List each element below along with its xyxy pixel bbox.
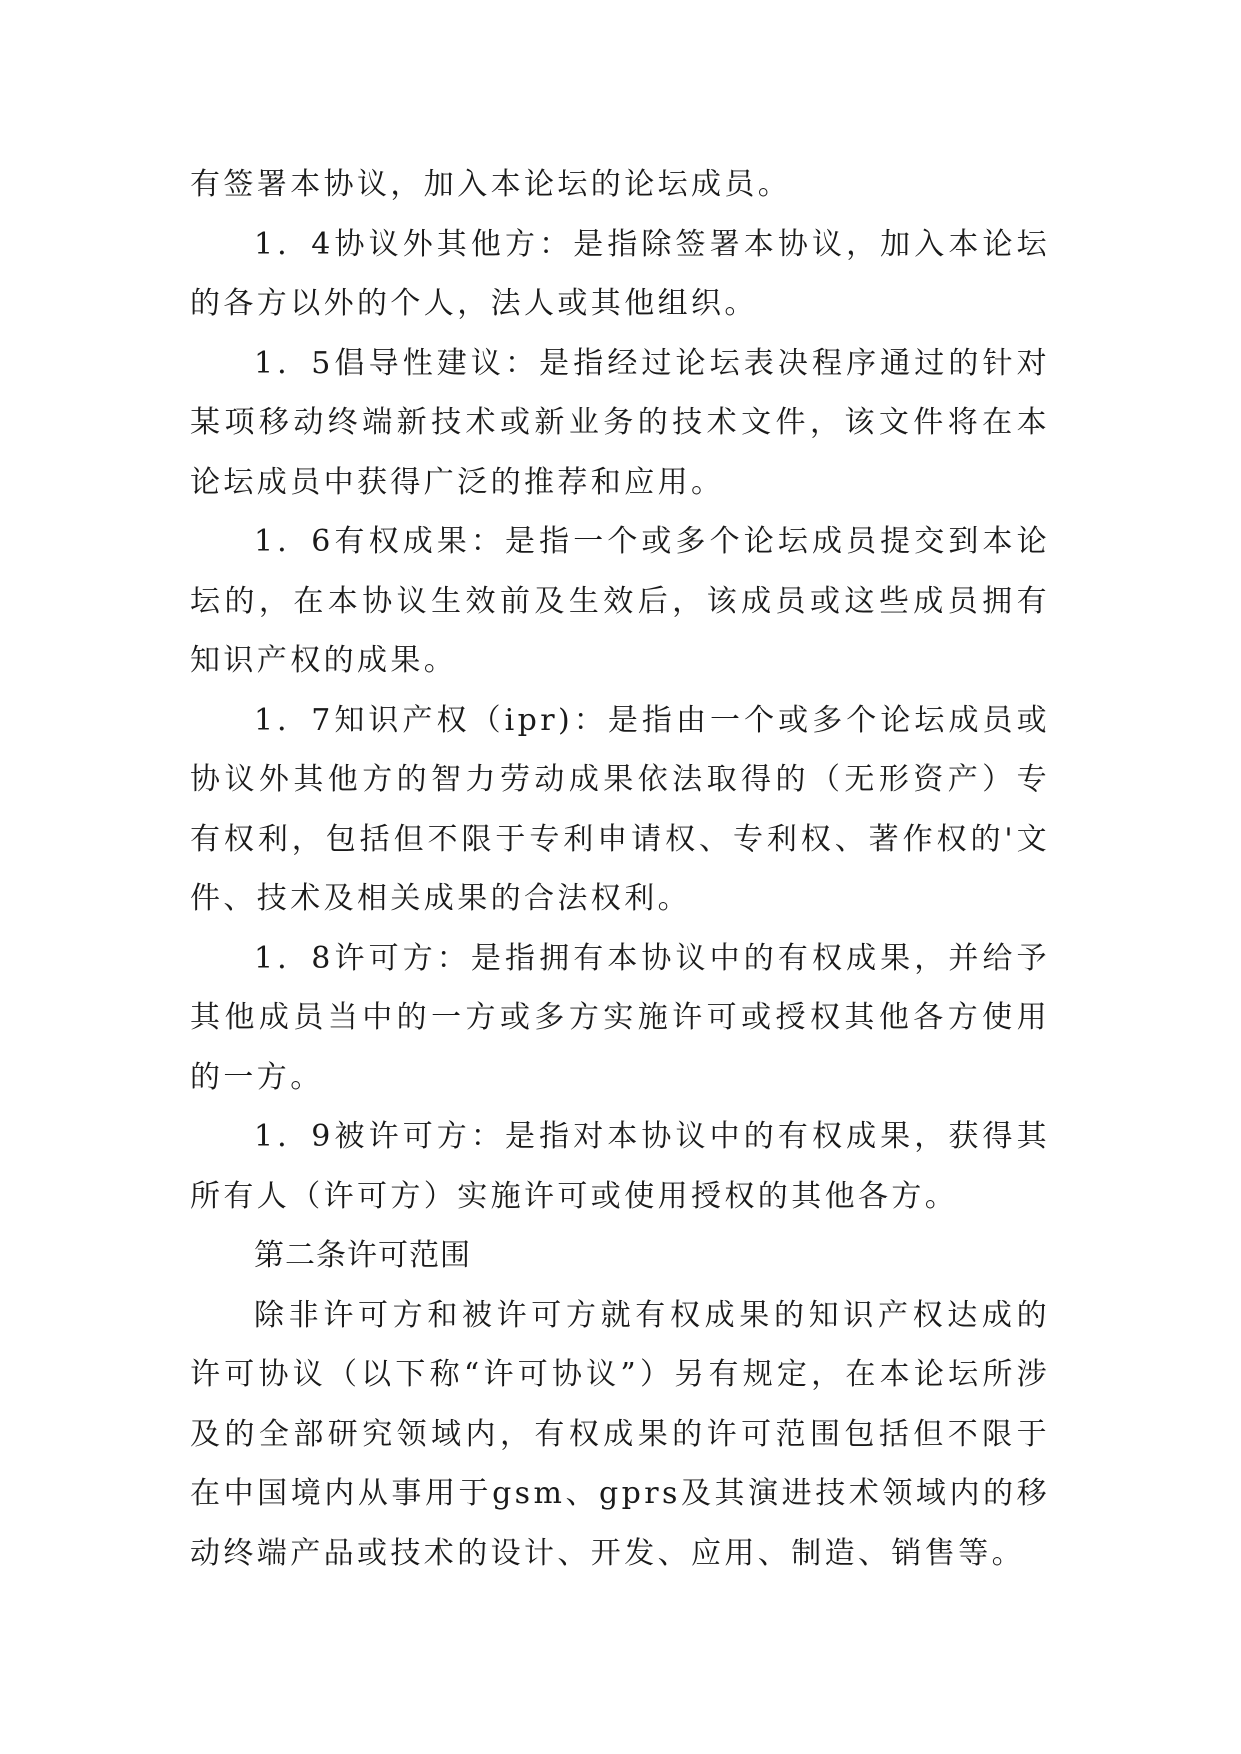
paragraph-1-8: 1．8许可方：是指拥有本协议中的有权成果，并给予其他成员当中的一方或多方实施许可或授权其他各方使用的一方。: [190, 940, 1050, 1095]
paragraph-1-5: 1．5倡导性建议：是指经过论坛表决程序通过的针对某项移动终端新技术或新业务的技术文件，该文件将在本论坛成员中获得广泛的推荐和应用。: [190, 345, 1050, 500]
document-page: [190, 155, 1050, 1583]
paragraph-1-7: 1．7知识产权（ipr)：是指由一个或多个论坛成员或协议外其他方的智力劳动成果依法取得的（无形资产）专有权利，包括但不限于专利申请权、专利权、著作权的'文件、技术及相关成果的合法权利。: [190, 702, 1050, 916]
paragraph-continuation: 有签署本协议，加入本论坛的论坛成员。: [190, 167, 792, 202]
section-heading: 第二条许可范围: [254, 1238, 471, 1273]
paragraph-1-9: 1．9被许可方：是指对本协议中的有权成果，获得其所有人（许可方）实施许可或使用授权的其他各方。: [190, 1119, 1050, 1214]
section-body: 除非许可方和被许可方就有权成果的知识产权达成的许可协议（以下称“许可协议”）另有规定，在本论坛所涉及的全部研究领域内，有权成果的许可范围包括但不限于在中国境内从事用于gsm、gprs及其演进技术领域内的移动终端产品或技术的设计、开发、应用、制造、销售等。: [190, 1297, 1050, 1571]
paragraph-1-4: 1．4协议外其他方：是指除签署本协议，加入本论坛的各方以外的个人，法人或其他组织。: [190, 226, 1050, 321]
paragraph-1-6: 1．6有权成果：是指一个或多个论坛成员提交到本论坛的，在本协议生效前及生效后，该成员或这些成员拥有知识产权的成果。: [190, 524, 1050, 678]
